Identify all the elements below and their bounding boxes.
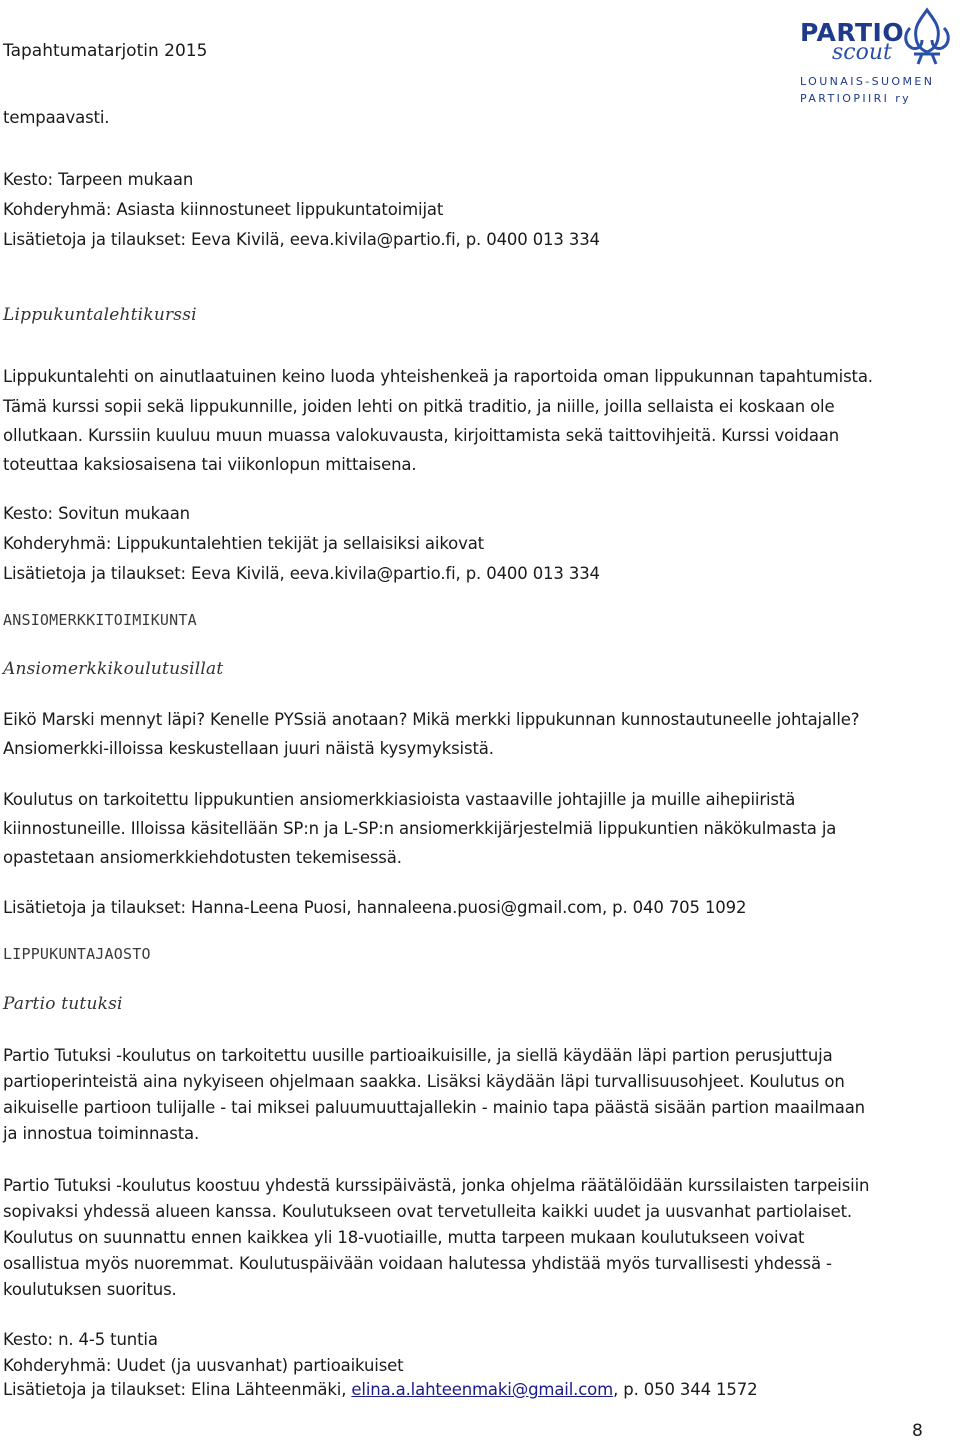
text-line: Kohderyhmä: Lippukuntalehtien tekijät ja sellaisiksi aikovat bbox=[3, 534, 484, 553]
logo-scout-text: scout bbox=[832, 40, 892, 65]
text-line: Lisätietoja ja tilaukset: Hanna-Leena Puosi, hannaleena.puosi@gmail.com, p. 040 705 1092 bbox=[3, 898, 747, 917]
text-line: Kesto: Tarpeen mukaan bbox=[3, 170, 194, 189]
text-line: ja innostua toiminnasta. bbox=[3, 1124, 200, 1143]
text-line: kiinnostuneille. Illoissa käsitellään SP:n ja L-SP:n ansiomerkkijärjestelmiä lippukuntien näkökulmasta ja bbox=[3, 819, 837, 838]
text-line: Lisätietoja ja tilaukset: Eeva Kivilä, eeva.kivila@partio.fi, p. 0400 013 334 bbox=[3, 230, 600, 249]
contact-line bbox=[3, 1380, 757, 1399]
text-line: Kesto: Sovitun mukaan bbox=[3, 504, 190, 523]
document-title: Tapahtumatarjotin 2015 bbox=[3, 41, 208, 61]
text-line: sopivaksi yhdessä alueen kanssa. Koulutukseen ovat tervetulleita kaikki uudet ja uusvanhat partiolaiset. bbox=[3, 1202, 853, 1221]
section-heading: Partio tutuksi bbox=[3, 994, 123, 1014]
text-line: Kohderyhmä: Asiasta kiinnostuneet lippukuntatoimijat bbox=[3, 200, 444, 219]
page-number: 8 bbox=[912, 1421, 923, 1441]
text-line: osallistua myös nuoremmat. Koulutuspäivään voidaan halutessa yhdistää myös turvallisesti yhdessä - bbox=[3, 1254, 832, 1273]
text-line: Lisätietoja ja tilaukset: Eeva Kivilä, eeva.kivila@partio.fi, p. 0400 013 334 bbox=[3, 564, 600, 583]
text-line: partioperinteistä aina nykyiseen ohjelmaan saakka. Lisäksi käydään läpi turvallisuusohjeet. Koulutus on bbox=[3, 1072, 845, 1091]
text-line: toteuttaa kaksiosaisena tai viikonlopun mittaisena. bbox=[3, 455, 417, 474]
text-line: ollutkaan. Kurssiin kuuluu muun muassa valokuvausta, kirjoittamista sekä taittovihjeitä. Kurssi voidaan bbox=[3, 426, 840, 445]
email-link[interactable]: elina.a.lahteenmaki@gmail.com bbox=[351, 1380, 614, 1399]
partio-scout-logo bbox=[796, 6, 956, 106]
text-line: Kohderyhmä: Uudet (ja uusvanhat) partioaikuiset bbox=[3, 1356, 404, 1375]
section-heading: Ansiomerkkikoulutusillat bbox=[3, 659, 224, 679]
text-line: Koulutus on tarkoitettu lippukuntien ansiomerkkiasioista vastaaville johtajille ja muille aihepiiristä bbox=[3, 790, 796, 809]
text-line: Lippukuntalehti on ainutlaatuinen keino luoda yhteishenkeä ja raportoida oman lippukunnan tapahtumista. bbox=[3, 367, 873, 386]
contact-prefix: Lisätietoja ja tilaukset: Elina Lähteenmäki, bbox=[3, 1380, 352, 1399]
text-line: Tämä kurssi sopii sekä lippukunnille, joiden lehti on pitkä traditio, ja niille, joilla sellaista ei koskaan ole bbox=[3, 397, 835, 416]
committee-heading: LIPPUKUNTAJAOSTO bbox=[3, 945, 151, 963]
text-line: opastetaan ansiomerkkiehdotusten tekemisessä. bbox=[3, 848, 402, 867]
text-line: Partio Tutuksi -koulutus on tarkoitettu uusille partioaikuisille, ja siellä käydään läpi partion perusjuttuja bbox=[3, 1046, 833, 1065]
logo-region-text: LOUNAIS-SUOMEN bbox=[800, 75, 935, 88]
committee-heading: ANSIOMERKKITOIMIKUNTA bbox=[3, 611, 197, 629]
text-line: Koulutus on suunnattu ennen kaikkea yli 18-vuotiaille, mutta tarpeen mukaan koulutukseen voivat bbox=[3, 1228, 805, 1247]
text-line: aikuiselle partioon tulijalle - tai miksei paluumuuttajallekin - mainio tapa päästä sisään partion maailmaan bbox=[3, 1098, 865, 1117]
section-heading: Lippukuntalehtikurssi bbox=[3, 305, 197, 325]
contact-suffix: , p. 050 344 1572 bbox=[613, 1380, 758, 1399]
text-line: tempaavasti. bbox=[3, 108, 110, 127]
text-line: Kesto: n. 4-5 tuntia bbox=[3, 1330, 158, 1349]
text-line: Eikö Marski mennyt läpi? Kenelle PYSsiä anotaan? Mikä merkki lippukunnan kunnostautuneelle johtajalle? bbox=[3, 710, 860, 729]
text-line: Ansiomerkki-illoissa keskustellaan juuri näistä kysymyksistä. bbox=[3, 739, 494, 758]
logo-district-text: PARTIOPIIRI ry bbox=[800, 92, 912, 105]
lily-emblem-icon bbox=[900, 6, 954, 68]
text-line: koulutuksen suoritus. bbox=[3, 1280, 177, 1299]
logo-partio-text: PARTIO bbox=[800, 18, 905, 47]
text-line: Partio Tutuksi -koulutus koostuu yhdestä kurssipäivästä, jonka ohjelma räätälöidään kurssilaisten tarpeisiin bbox=[3, 1176, 870, 1195]
